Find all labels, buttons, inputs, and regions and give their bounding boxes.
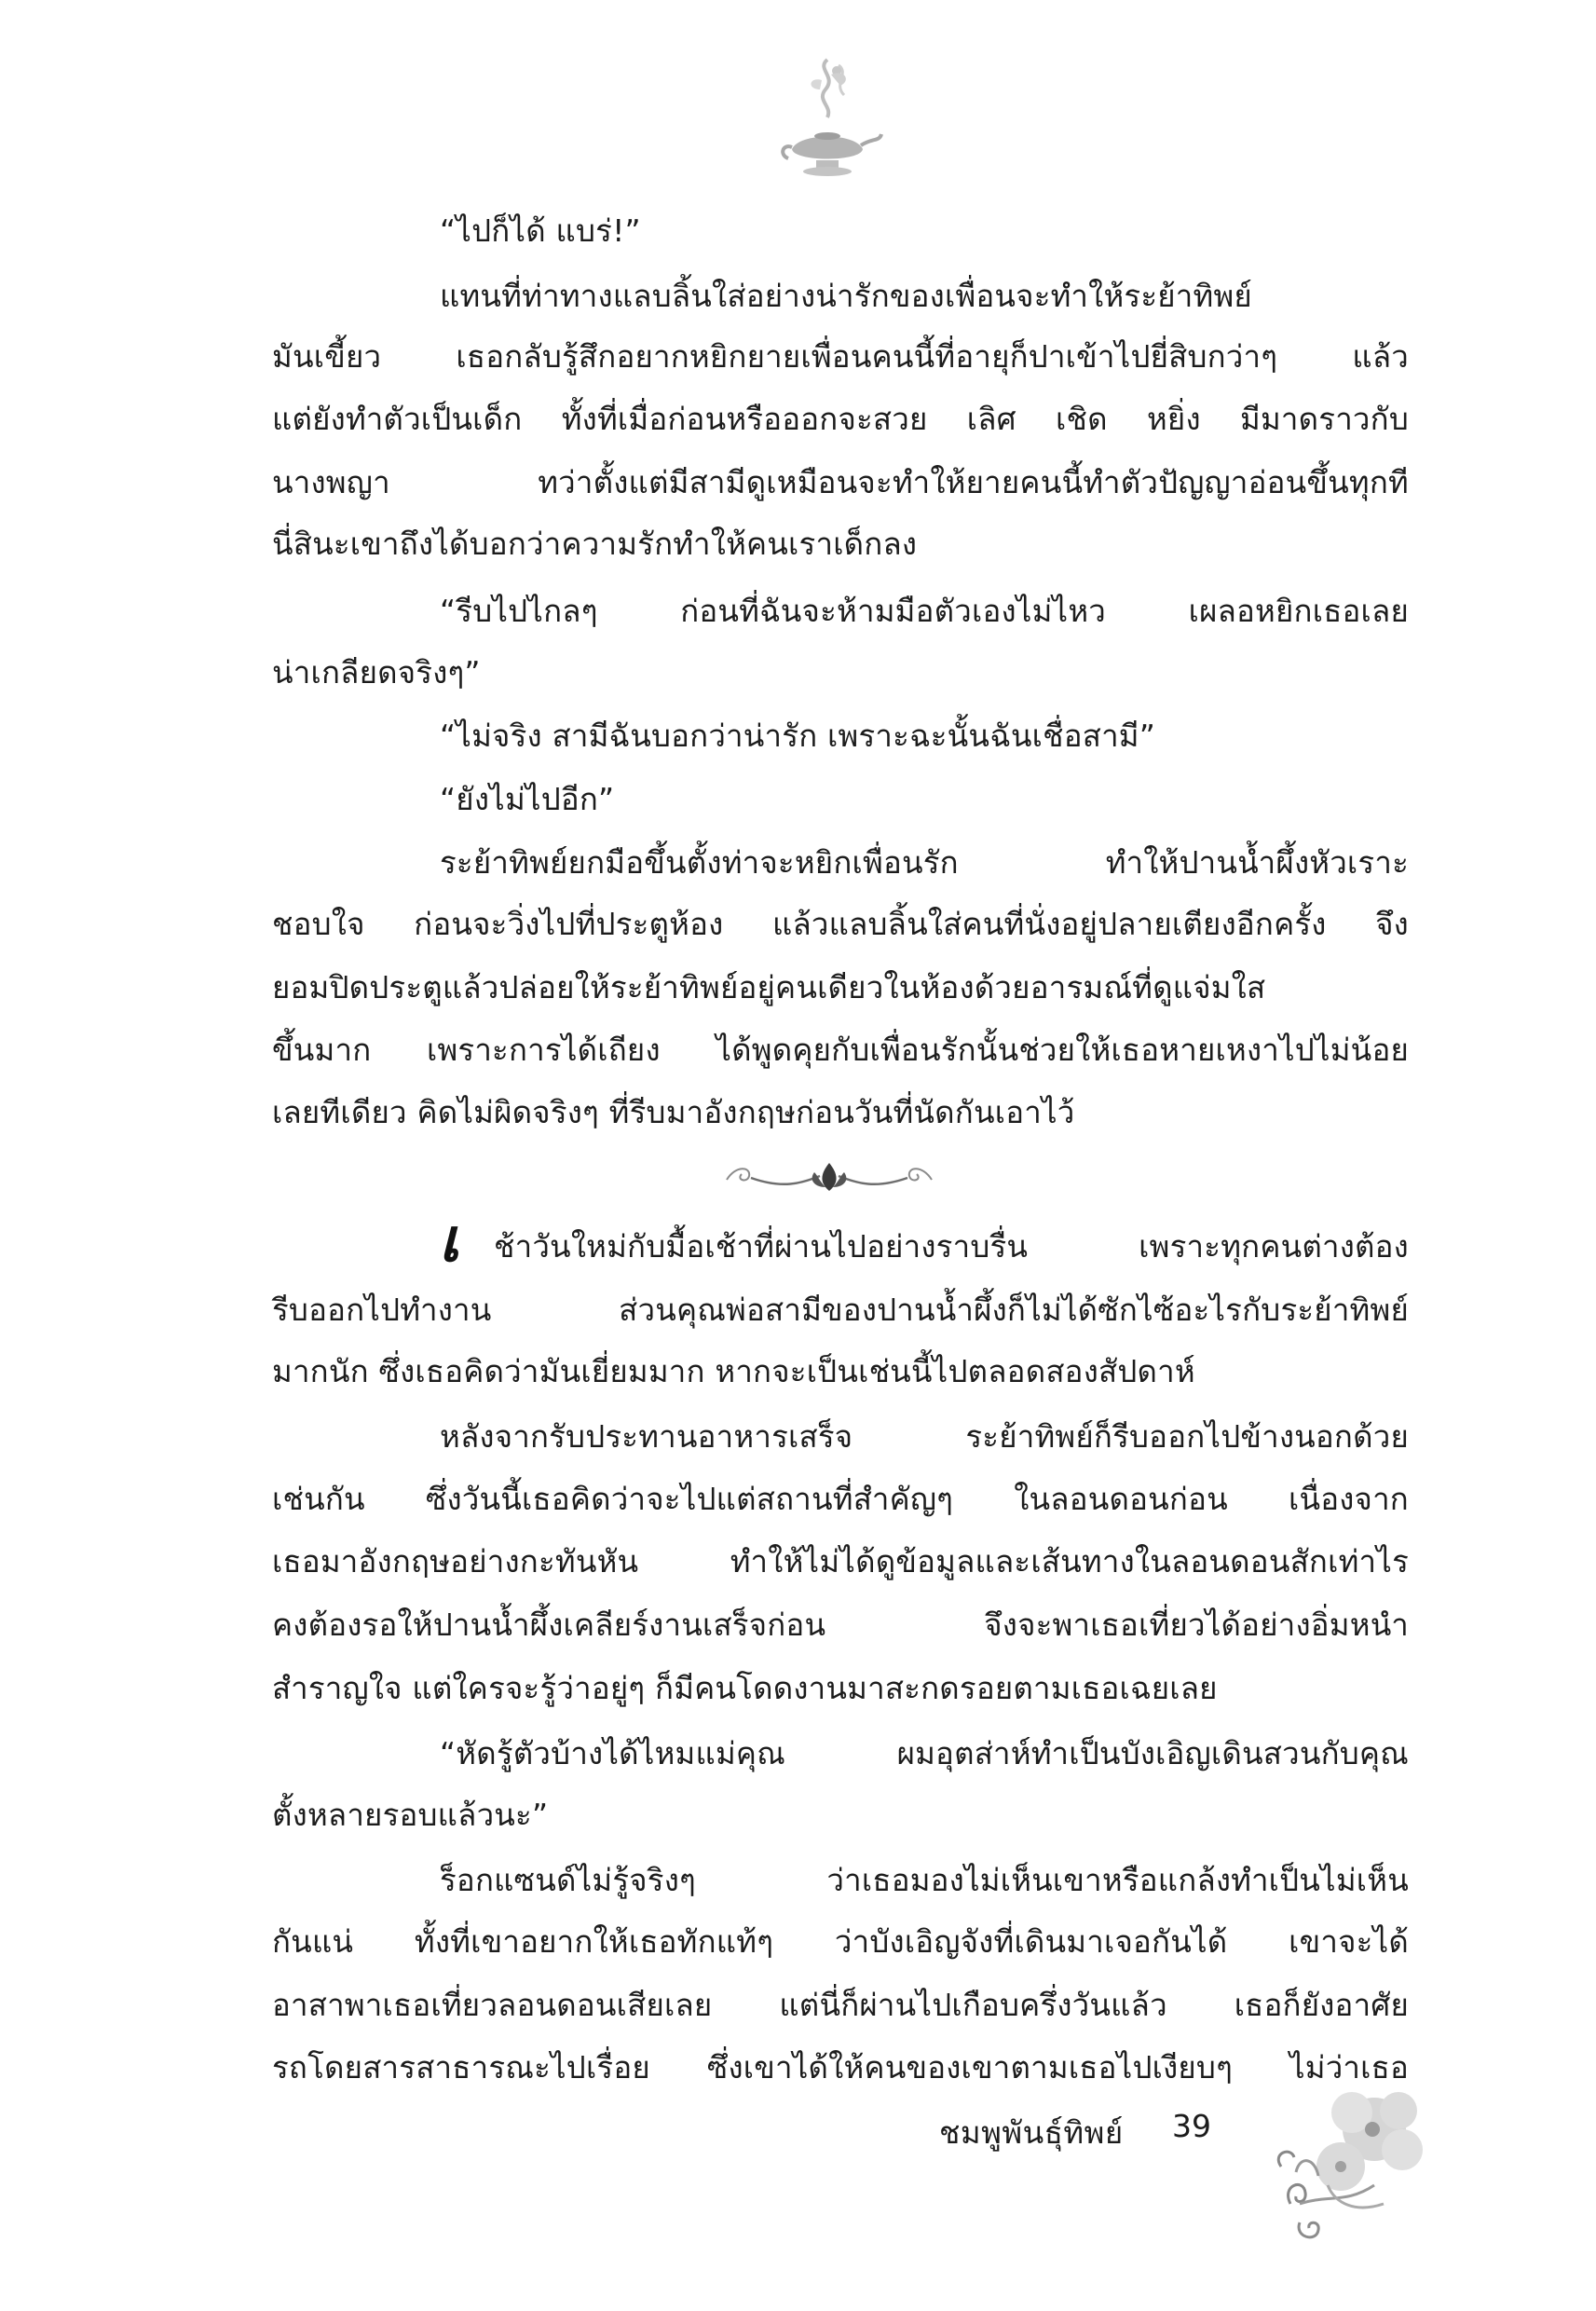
text-line: แต่ยังทำตัวเป็นเด็ก ทั้งที่เมื่อก่อนหรือออกจะสวย เลิศ เชิด หยิ่ง มีมาดราวกับ (272, 401, 1409, 437)
text-line: รถโดยสารสาธารณะไปเรื่อย ซึ่งเขาได้ให้คนของเขาตามเธอไปเงียบๆ ไม่ว่าเธอ (272, 2049, 1409, 2085)
flower-ornament-icon (1262, 2064, 1430, 2250)
text-line: “ไม่จริง สามีฉันบอกว่าน่ารัก เพราะฉะนั้นฉันเชื่อสามี” (440, 718, 1156, 754)
text-line: หลังจากรับประทานอาหารเสร็จ ระย้าทิพย์ก็รีบออกไปข้างนอกด้วย (440, 1418, 1409, 1455)
text-line: กันแน่ ทั้งที่เขาอยากให้เธอทักแท้ๆ ว่าบังเอิญจังที่เดินมาเจอกันได้ เขาจะได้ (272, 1923, 1409, 1960)
page-number: 39 (1172, 2108, 1211, 2144)
text-line: สำราญใจ แต่ใครจะรู้ว่าอยู่ๆ ก็มีคนโดดงานมาสะกดรอยตามเธอเฉยเลย (272, 1670, 1218, 1706)
section-divider-flourish-icon (717, 1156, 941, 1202)
text-line: แทนที่ท่าทางแลบลิ้นใส่อย่างน่ารักของเพื่อนจะทำให้ระย้าทิพย์ (440, 278, 1252, 314)
text-line: ยอมปิดประตูแล้วปล่อยให้ระย้าทิพย์อยู่คนเดียวในห้องด้วยอารมณ์ที่ดูแจ่มใส (272, 969, 1266, 1005)
text-line: เธอมาอังกฤษอย่างกะทันหัน ทำให้ไม่ได้ดูข้อมูลและเส้นทางในลอนดอนสักเท่าไร (272, 1543, 1409, 1579)
text-line: นางพญา ทว่าตั้งแต่มีสามีดูเหมือนจะทำให้ยายคนนี้ทำตัวปัญญาอ่อนขึ้นทุกที (272, 464, 1409, 500)
text-line: ร็อกแซนด์ไม่รู้จริงๆ ว่าเธอมองไม่เห็นเขาหรือแกล้งทำเป็นไม่เห็น (440, 1862, 1409, 1898)
text-line: เช่นกัน ซึ่งวันนี้เธอคิดว่าจะไปแต่สถานที่สำคัญๆ ในลอนดอนก่อน เนื่องจาก (272, 1481, 1409, 1517)
drop-cap: เ (439, 1206, 459, 1276)
text-line: “ไปก็ได้ แบร่!” (440, 212, 641, 249)
text-line: ตั้งหลายรอบแล้วนะ” (272, 1797, 549, 1833)
text-line: “ยังไม่ไปอีก” (440, 781, 615, 817)
text-line: “หัดรู้ตัวบ้างได้ไหมแม่คุณ ผมอุตส่าห์ทำเป็นบังเอิญเดินสวนกับคุณ (440, 1735, 1409, 1771)
magic-lamp-ornament-icon (771, 52, 883, 192)
text-line: น่าเกลียดจริงๆ” (272, 654, 481, 691)
text-line: รีบออกไปทำงาน ส่วนคุณพ่อสามีของปานน้ำผึ้งก็ไม่ได้ซักไซ้อะไรกับระย้าทิพย์ (272, 1292, 1409, 1328)
text-line: อาสาพาเธอเที่ยวลอนดอนเสียเลย แต่นี่ก็ผ่านไปเกือบครึ่งวันแล้ว เธอก็ยังอาศัย (272, 1987, 1409, 2023)
text-line: คงต้องรอให้ปานน้ำผึ้งเคลียร์งานเสร็จก่อน จึงจะพาเธอเที่ยวได้อย่างอิ่มหนำ (272, 1607, 1409, 1643)
text-line: เลยทีเดียว คิดไม่ผิดจริงๆ ที่รีบมาอังกฤษก่อนวันที่นัดกันเอาไว้ (272, 1094, 1075, 1130)
footer-book-title: ชมพูพันธุ์ทิพย์ (939, 2114, 1124, 2151)
text-line: มากนัก ซึ่งเธอคิดว่ามันเยี่ยมมาก หากจะเป็นเช่นนี้ไปตลอดสองสัปดาห์ (272, 1353, 1195, 1389)
text-line: นี่สินะเขาถึงได้บอกว่าความรักทำให้คนเราเด็กลง (272, 526, 918, 562)
text-line: มันเขี้ยว เธอกลับรู้สึกอยากหยิกยายเพื่อนคนนี้ที่อายุก็ปาเข้าไปยี่สิบกว่าๆ แล้ว (272, 338, 1409, 375)
text-line: ช้าวันใหม่กับมื้อเช้าที่ผ่านไปอย่างราบรื่น เพราะทุกคนต่างต้อง (494, 1228, 1409, 1265)
text-line: “รีบไปไกลๆ ก่อนที่ฉันจะห้ามมือตัวเองไม่ไหว เผลอหยิกเธอเลย (440, 593, 1409, 629)
text-line: ขึ้นมาก เพราะการได้เถียง ได้พูดคุยกับเพื่อนรักนั้นช่วยให้เธอหายเหงาไปไม่น้อย (272, 1032, 1409, 1068)
text-line: ระย้าทิพย์ยกมือขึ้นตั้งท่าจะหยิกเพื่อนรัก ทำให้ปานน้ำผึ้งหัวเราะ (440, 844, 1409, 881)
text-line: ชอบใจ ก่อนจะวิ่งไปที่ประตูห้อง แล้วแลบลิ้นใส่คนที่นั่งอยู่ปลายเตียงอีกครั้ง จึง (272, 906, 1409, 942)
